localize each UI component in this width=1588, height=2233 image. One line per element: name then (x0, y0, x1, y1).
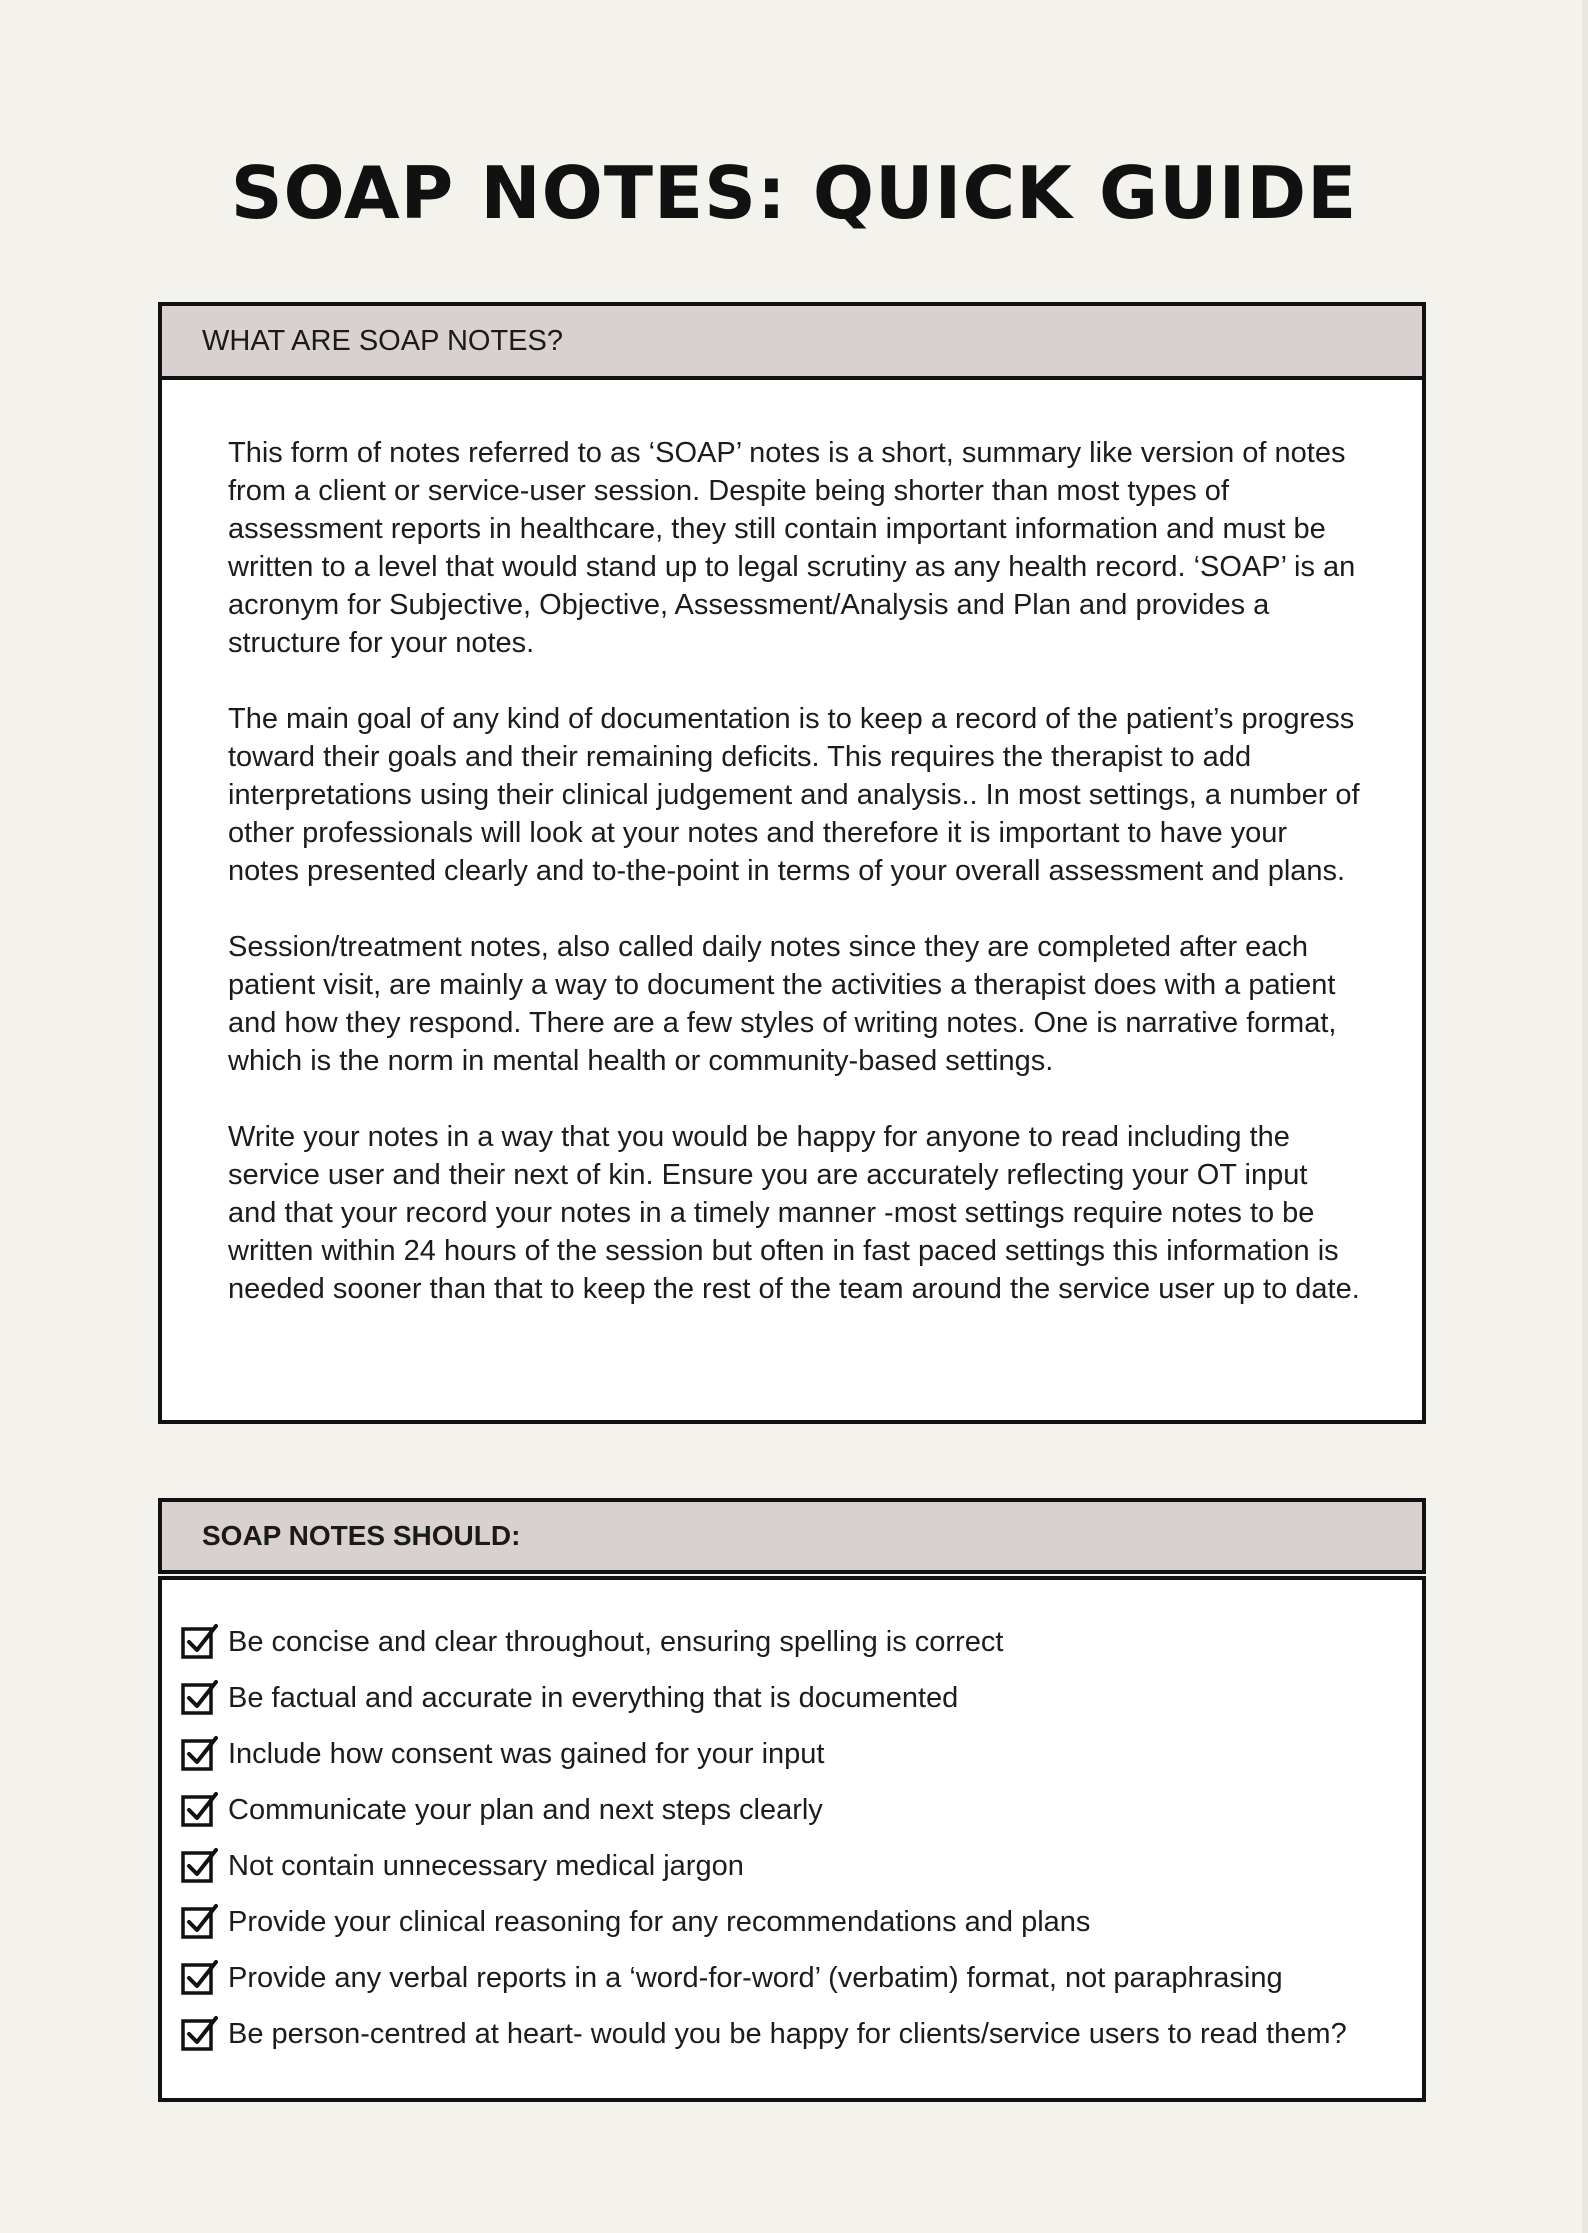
checklist-item (180, 1782, 1422, 1838)
checkbox-checked-icon (180, 1734, 220, 1774)
paragraph-1: This form of notes referred to as ‘SOAP’ notes is a short, summary like version of notes from a client or service-user session. Despite being shorter than most types of assessment reports in healthcare, they still contain important information and must be written to a level that would stand up to legal scrutiny as any health record. ‘SOAP’ is an acronym for Subjective, Objective, Assessment/Analysis and Plan and provides a structure for your notes. (228, 437, 1356, 659)
checklist-item-text: Be factual and accurate in everything that is documented (228, 1681, 959, 1714)
checklist-item (180, 1950, 1422, 2006)
checklist-item-text: Be concise and clear throughout, ensuring spelling is correct (228, 1625, 1004, 1658)
checkbox-checked-icon (180, 1846, 220, 1886)
paragraph-4: Write your notes in a way that you would be happy for anyone to read including the service user and their next of kin. Ensure you are accurately reflecting your OT input and that your record your notes in a timely manner -most settings require notes to be written within 24 hours of the session but often in fast paced settings this information is needed sooner than that to keep the rest of the team around the service user up to date. (228, 1121, 1360, 1305)
checklist-item (180, 1614, 1422, 1670)
page-edge (1582, 0, 1588, 2233)
paragraph-2: The main goal of any kind of documentation is to keep a record of the patient’s progress toward their goals and their remaining deficits. This requires the therapist to add interpretations using their clinical judgement and analysis.. In most settings, a number of other professionals will look at your notes and therefore it is important to have your notes presented clearly and to-the-point in terms of your overall assessment and plans. (228, 703, 1360, 887)
checklist-item-text: Provide any verbal reports in a ‘word-for-word’ (verbatim) format, not paraphrasing (228, 1961, 1283, 1994)
checklist-item (180, 1838, 1422, 1894)
checklist-item (180, 1670, 1422, 1726)
checklist-item (180, 1894, 1422, 1950)
checklist-body (158, 1576, 1426, 2102)
checklist-item (180, 1726, 1422, 1782)
checkbox-checked-icon (180, 1958, 220, 1998)
what-are-soap-notes-section (158, 302, 1426, 1424)
checkbox-checked-icon (180, 1678, 220, 1718)
checklist-item-text: Include how consent was gained for your input (228, 1737, 825, 1770)
checklist-item-text: Provide your clinical reasoning for any recommendations and plans (228, 1905, 1091, 1938)
checklist-item (180, 2006, 1422, 2062)
checkbox-checked-icon (180, 2014, 220, 2054)
checklist-item-text: Communicate your plan and next steps clearly (228, 1793, 823, 1826)
checkbox-checked-icon (180, 1902, 220, 1942)
checkbox-checked-icon (180, 1790, 220, 1830)
paragraph-3: Session/treatment notes, also called daily notes since they are completed after each patient visit, are mainly a way to document the activities a therapist does with a patient and how they respond. There are a few styles of writing notes. One is narrative format, which is the norm in mental health or community-based settings. (228, 931, 1337, 1077)
section-heading: SOAP NOTES SHOULD: (158, 1498, 1426, 1574)
section-heading: WHAT ARE SOAP NOTES? (162, 306, 1422, 380)
checklist (162, 1580, 1422, 2062)
checkbox-checked-icon (180, 1622, 220, 1662)
section-body (162, 380, 1422, 1308)
checklist-item-text: Be person-centred at heart- would you be happy for clients/service users to read them? (228, 2017, 1347, 2050)
soap-notes-should-section (158, 1498, 1426, 2102)
checklist-item-text: Not contain unnecessary medical jargon (228, 1849, 744, 1882)
page-title: SOAP NOTES: QUICK GUIDE (230, 151, 1358, 235)
